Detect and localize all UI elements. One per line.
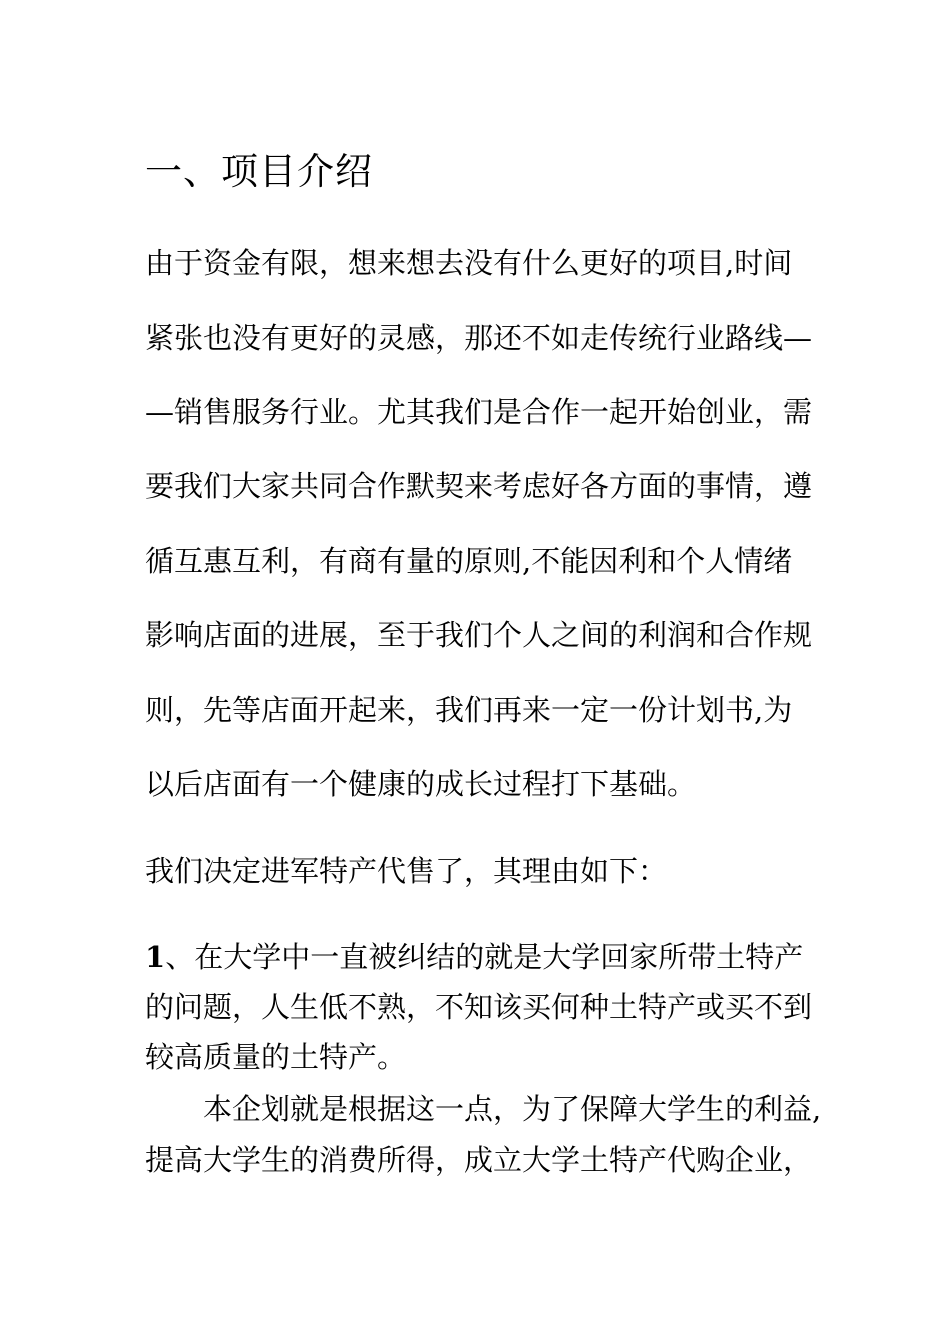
intro-line: 以后店面有一个健康的成长过程打下基础。: [145, 767, 697, 801]
reason-1-first-line: [145, 937, 803, 977]
intro-line: 要我们大家共同合作默契来考虑好各方面的事情，遵: [145, 469, 813, 503]
section-heading: 一、项目介绍: [145, 150, 373, 193]
intro-line: —销售服务行业。尤其我们是合作一起开始创业，需: [145, 395, 813, 429]
reason-text: 、在大学中一直被纠结的就是大学回家所带土特产: [165, 940, 804, 974]
intro-line: 紧张也没有更好的灵感，那还不如走传统行业路线—: [145, 321, 813, 355]
intro-line: 循互惠互利，有商有量的原则,不能因利和个人情绪: [145, 544, 793, 578]
plan-line: 提高大学生的消费所得，成立大学土特产代购企业，: [145, 1143, 813, 1177]
intro-line: 影响店面的进展，至于我们个人之间的利润和合作规: [145, 618, 813, 652]
intro-line: 则，先等店面开起来，我们再来一定一份计划书,为: [145, 693, 793, 727]
intro-line: 由于资金有限，想来想去没有什么更好的项目,时间: [145, 246, 793, 280]
reason-1-line: 的问题，人生低不熟，不知该买何种土特产或买不到: [145, 990, 813, 1024]
plan-line-indented: 本企划就是根据这一点，为了保障大学生的利益,: [203, 1092, 822, 1126]
reason-number: 1: [145, 940, 166, 974]
decision-line: 我们决定进军特产代售了，其理由如下：: [145, 854, 668, 888]
reason-1-line: 较高质量的土特产。: [145, 1040, 407, 1074]
